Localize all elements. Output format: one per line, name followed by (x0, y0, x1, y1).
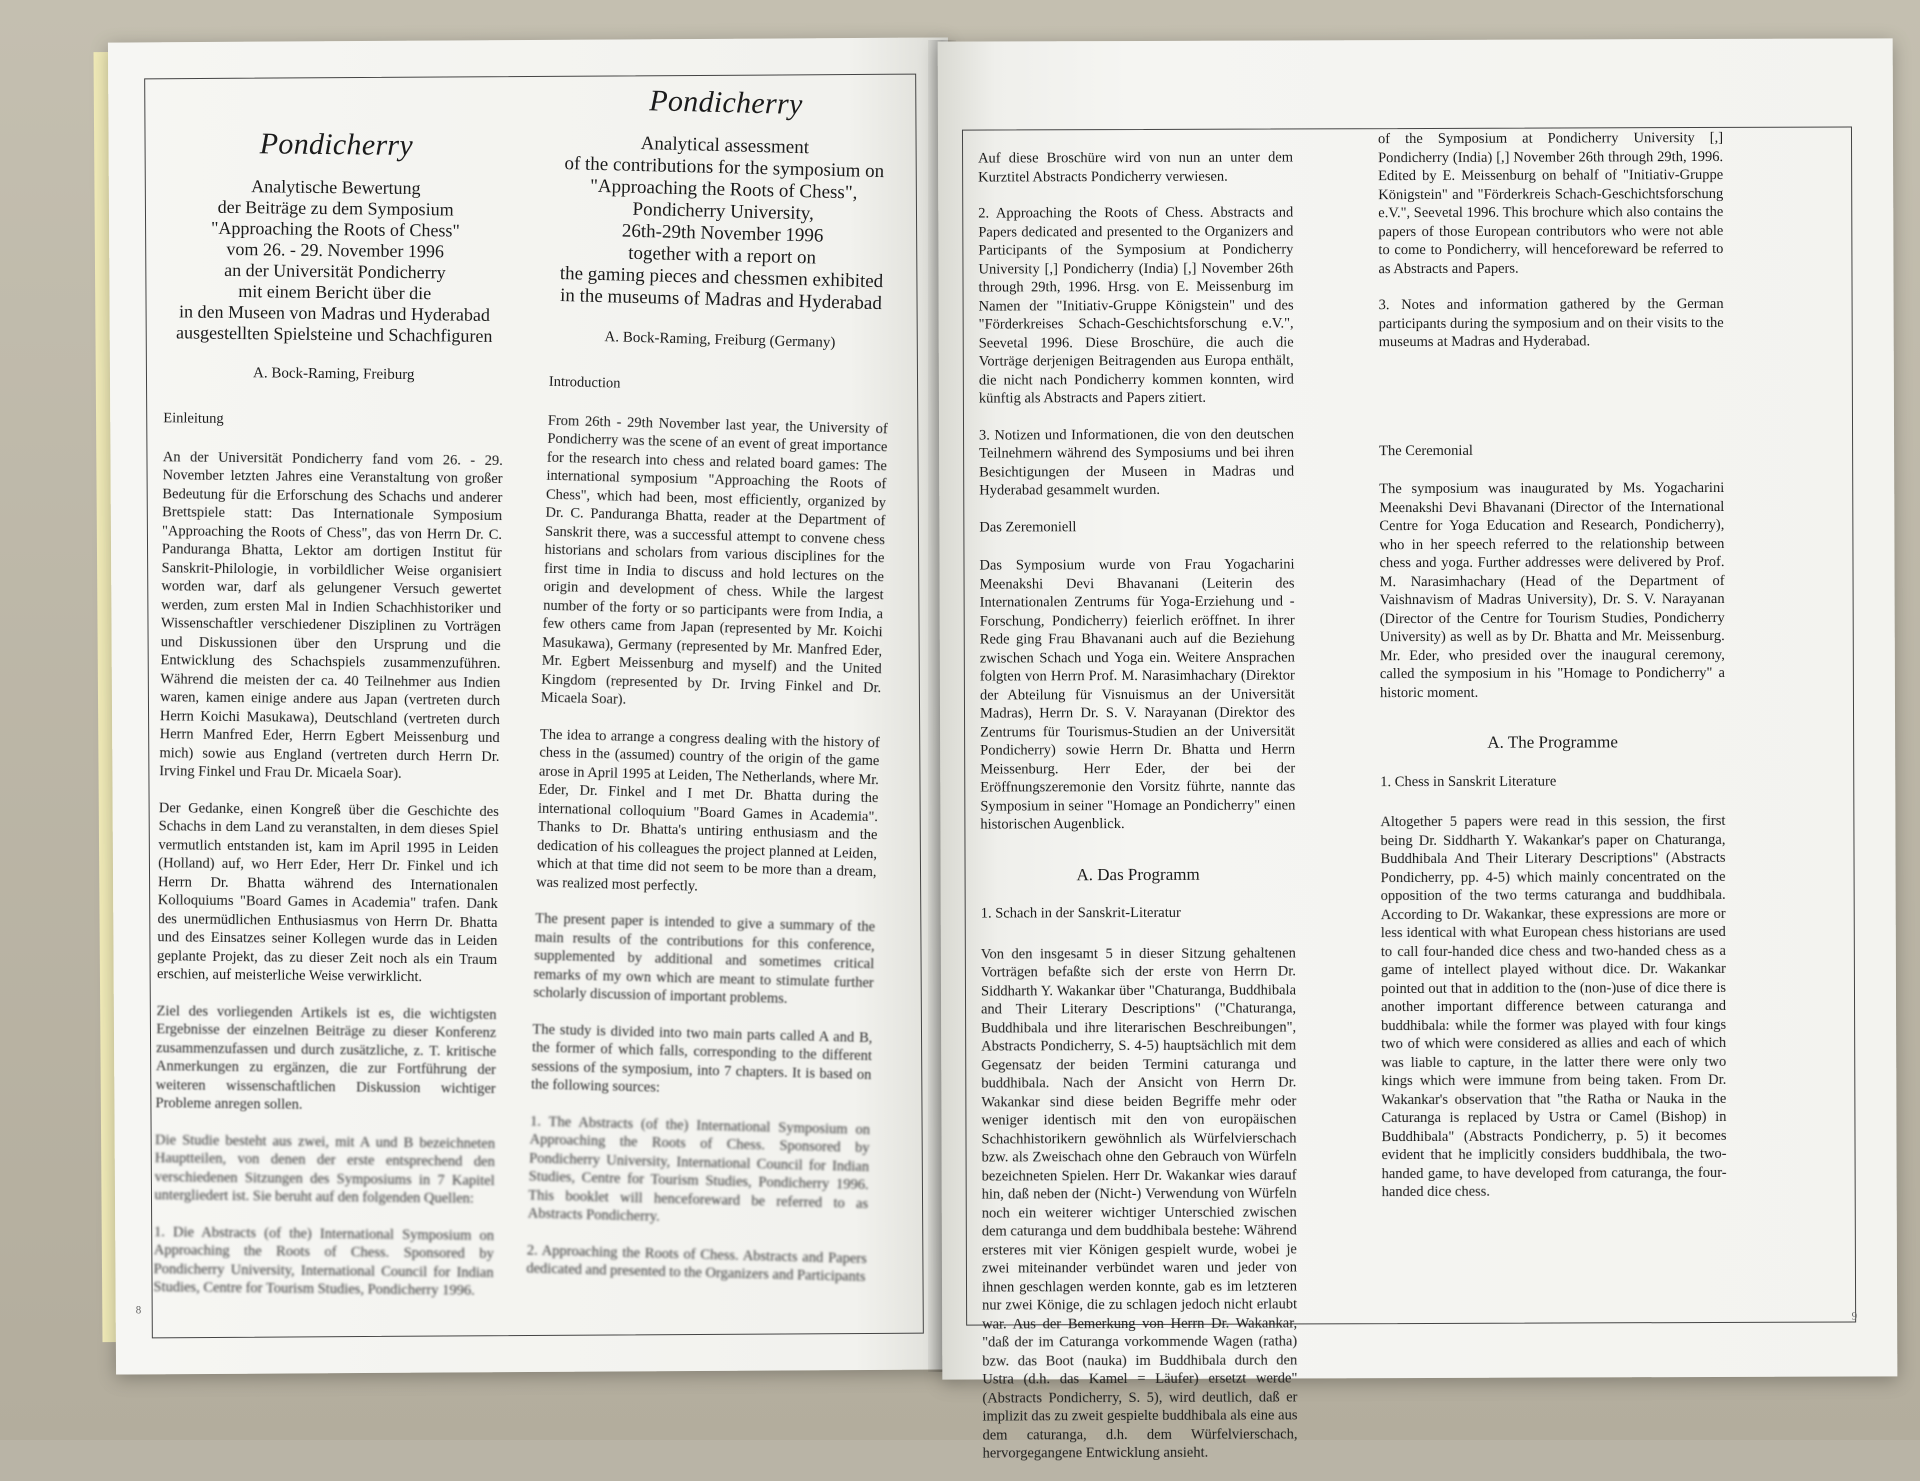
de-paragraph: Die Studie besteht aus zwei, mit A und B bezeichneten Hauptteilen, von denen der erste entsprechend den verschiedenen Sitzungen des Symposiums in 7 Kapitel untergliedert ist. Sie beruht auf den folgenden Quellen: (154, 1131, 496, 1207)
page-number-left: 8 (135, 1304, 142, 1317)
english-column-left (526, 84, 896, 1305)
en-paragraph: 3. Notes and information gathered by the German participants during the symposium and on their visits to the museums at Madras and Hyderabad. (1378, 295, 1724, 351)
en-programme-heading: A. The Programme (1487, 732, 1618, 752)
de-title: Pondicherry (259, 127, 414, 163)
right-page (938, 38, 1898, 1462)
de-programme-text: Von den insgesamt 5 in dieser Sitzung gehaltenen Vorträgen befaßte sich der erste von Herrn Dr. Siddharth Y. Wakankar über "Chaturanga, Buddhibala and Their Literary Descriptions" ("Chaturanga, Buddhibala und ihre literarischen Beschreibungen", Abstracts Pondicherry, S. 4-5) hauptsächlich mit dem Gegensatz der beiden Termini caturanga und buddhibala. Nach der Ansicht von Herrn Dr. Wakankar sind diese beiden Begriffe mehr oder weniger identisch mit den von europäischen Schachhistorikern gewöhnlich als Würfelvierschach bzw. als Zweischach ohne den Gebrauch von Würfeln bezeichneten Spielen. Herr Dr. Wakankar wies darauf hin, daß neben der (Nicht-) Verwendung von Würfeln noch ein weiterer wichtiger Unterschied zwischen dem caturanga und dem buddhibala bestehe: Während ersteres mit vier Königen gespielt wurde, wobei je zwei miteinander verbündet waren und jeder von ihnen geschlagen werden konnte, gab es im letzteren nur zwei Könige, die zu schlagen jedoch nicht erlaubt war. Aus der Bemerkung von Herrn Dr. Wakankar, "daß der im Caturanga vorkommende Wagen (ratha) bzw. das Boot (nauka) im Buddhibala durch den Ustra (d.h. das Kamel = Läufer) ersetzt werde" (Abstracts Pondicherry, S. 5), wird deutlich, daß er implizit das zu zweit gespielte buddhibala als eine aus dem caturanga, d.h. dem Würfelvierschach, hervorgegangene Entwicklung ansieht. (980, 944, 1298, 1462)
left-page (108, 37, 956, 1374)
page-number-right: 9 (1851, 1310, 1858, 1323)
german-column-right (978, 148, 1298, 1481)
en-ceremony-heading: The Ceremonial (1379, 442, 1473, 459)
de-programme-heading: A. Das Programm (1076, 864, 1200, 884)
de-paragraph: Der Gedanke, einen Kongreß über die Geschichte des Schachs in dem Land zu veranstalten, in dem dieses Spiel vermutlich entstanden ist, kam im April 1995 in Leiden (Holland) auf, wo Herr Eder, Herr Dr. Finkel und ich Herrn Dr. Bhatta während des Internationalen Kolloquiums "Board Games in Academia" trafen. Dank des unermüdlichen Enthusiasmus von Herrn Dr. Bhatta und des Einsatzes seiner Kollegen wurde das in Leiden geplante Projekt, das zu dieser Zeit noch als ein Traum erschien, auf meisterliche Weise verwirklicht. (156, 799, 499, 986)
german-column-left (153, 127, 506, 1318)
de-paragraph: Ziel des vorliegenden Artikels ist es, die wichtigsten Ergebnisse der einzelnen Beiträge zu dieser Konferenz zusammenzufassen und durch zusätzliche, z. T. kritische Anmerkungen zu ergänzen, die zur Fortführung der weiteren wissenschaftlichen Diskussion wichtiger Probleme anregen sollen. (155, 1002, 497, 1113)
en-ceremony-text: The symposium was inaugurated by Ms. Yogacharini Meenakshi Devi Bhavanani (Director of the International Centre for Yoga Education and Research, Pondicherry), who in her speech referred to the relationship between chess and yoga. Further addresses were delivered by Prof. M. Narasimhachary (Head of the Department of Vaishnavism of Madras University), Dr. S. V. Narayanan (Director of the Centre for Tourism Studies, Pondicherry University) as well as by Dr. Bhatta and Mr. Meissenburg. Mr. Eder, who presided over the inaugural ceremony, called the symposium in his "Homage to Pondicherry" a historic moment. (1379, 479, 1725, 701)
de-paragraph: Auf diese Broschüre wird von nun an unter dem Kurztitel Abstracts Pondicherry verwiesen. (978, 149, 1294, 186)
de-author: A. Bock-Raming, Freiburg (253, 364, 415, 383)
de-subheading: 1. Schach in der Sanskrit-Literatur (980, 904, 1181, 922)
en-paragraph: 2. Approaching the Roots of Chess. Abstracts and Papers dedicated and presented to the Organizers and Participants (526, 1241, 867, 1286)
en-subheading: 1. Chess in Sanskrit Literature (1380, 773, 1557, 790)
en-paragraph: of the Symposium at Pondicherry University [,] Pondicherry (India) [,] November 26th through 29th, 1996. Edited by E. Meissenburg on behalf of "Initiativ-Gruppe Königstein" and "Förderkreis Schach-Geschichtsforschung e.V.", Seevetal 1996. This brochure which also contains the papers of those European contributors who were not able to come to Pondicherry, will henceforeward be referred to as Abstracts and Papers. (1377, 129, 1724, 277)
de-paragraph: 1. Die Abstracts (of the) International Symposium on Approaching the Roots of Chess. Sponsored by Pondicherry University, International Council for Indian Studies, Centre for Tourism Studies, Pondicherry 1996. (153, 1223, 495, 1299)
en-title: Pondicherry (648, 84, 803, 122)
en-paragraph: 1. The Abstracts (of the) International Symposium on Approaching the Roots of Chess. Sponsored by Pondicherry University, International Council for Indian Studies, Centre for Tourism Studies, Pondicherry 1996. This booklet will henceforeward be referred to as Abstracts Pondicherry. (527, 1113, 871, 1225)
en-paragraph: From 26th - 29th November last year, the University of Pondicherry was the scene of an event of great importance for the research into chess and related board games: The international symposium "Approaching the Roots of Chess", which had been, most efficiently, organized by Dr. C. Panduranga Bhatta, reader at the Department of Sanskrit there, was a successful attempt to convene chess historians and scholars from various disciplines for the first time in India to discuss and hold lectures on the origin and development of chess. While the largest number of the forty or so participants were from India, a few others came from Japan (represented by Mr. Koichi Masukawa), Germany (represented by Mr. Manfred Eder, Mr. Egbert Meissenburg and myself) and the United Kingdom (represented by Dr. Irving Finkel and Dr. Micaela Soar). (540, 412, 888, 708)
en-paragraph: The study is divided into two main parts called A and B, the former of which falls, corresponding to the different sessions of the symposium, into 7 chapters. It is based on the following sources: (530, 1021, 873, 1096)
de-ceremony-text: Das Symposium wurde von Frau Yogacharini Meenakshi Devi Bhavanani (Leiterin des Internationalen Zentrums für Yoga-Erziehung und -Forschung, Pondicherry) feierlich eröffnet. In ihrer Rede ging Frau Bhavanani auch auf die Beziehung zwischen Schach und Yoga ein. Weitere Ansprachen folgten von Herrn Prof. M. Narasimhachary (Direktor der Abteilung für Visnuismus an der Universität Madras), Herrn Dr. S. V. Narayanan (Direktor des Zentrums für Tourismus-Studien an der Universität Pondicherry) sowie Herrn Dr. Bhatta und Herrn Meissenburg. Herr Eder, der bei der Eröffnungszeremonie den Vorsitz führte, nannte das Symposium in seiner "Homage an Pondicherry" einen historischen Augenblick. (979, 556, 1296, 833)
en-paragraph: The present paper is intended to give a summary of the main results of the contributions for this conference, supplemented by additional and sometimes critical remarks of my own which are meant to stimulate further scholarly discussion of important problems. (533, 910, 876, 1007)
english-column-right (1378, 129, 1727, 1220)
en-section-heading: Introduction (548, 373, 621, 392)
de-paragraph: 3. Notizen und Informationen, die von den deutschen Teilnehmern während des Symposiums und bei ihren Besichtigungen der Museen in Madras und Hyderabad gesammelt wurden. (979, 425, 1295, 499)
en-author: A. Bock-Raming, Freiburg (Germany) (604, 328, 836, 351)
en-programme-text: Altogether 5 papers were read in this session, the first being Dr. Siddharth Y. Wakankar's paper on Chaturanga, Buddhibala And Their Literary Descriptions" (Abstracts Pondicherry, pp. 4-5) which mainly concentrated on the opposition of the two terms caturanga and buddhibala. According to Dr. Wakankar, these expressions are more or less identical with what European chess historians are used to call four-handed dice chess and two-handed chess as a game of intellect played without dice. Dr. Wakankar pointed out that in addition to the (non-)use of dice there is another important difference between caturanga and buddhibala: while the former was played with four kings two of which were considered as allies and each of which was liable to capture, in the latter there were only two kings which were immune from being taken. From Dr. Wakankar's observation that "the Ratha or Nauka in the Caturanga is replaced by Ustra or Camel (Bishop) in Buddhibala" (Abstracts Pondicherry, p. 5) it becomes evident that he implicitly considers buddhibala, the two-handed game, to have developed from caturanga, the four-handed dice chess. (1380, 812, 1727, 1201)
de-ceremony-heading: Das Zeremoniell (979, 518, 1077, 536)
de-section-heading: Einleitung (163, 410, 224, 427)
de-paragraph: 2. Approaching the Roots of Chess. Abstracts and Papers dedicated and presented to the Organizers and Participants of the Symposium at Pondicherry University [,] Pondicherry (India) [,] November 26th through 29th, 1996. Hrsg. von E. Meissenburg im Namen der "Initiativ-Gruppe Königstein" und des "Förderkreises Schach-Geschichtsforschung e.V.", Seevetal 1996. Diese Broschüre, die auch die Vorträge derjenigen Beitragenden aus Europa enthält, die nicht nach Pondicherry kommen konnten, wird künftig als Abstracts and Papers zitiert. (978, 204, 1294, 407)
en-paragraph: The idea to arrange a congress dealing with the history of chess in the (assumed) country of the origin of the game arose in April 1995 at Leiden, The Netherlands, where Mr. Eder, Dr. Finkel and I met Dr. Bhatta during the international colloquium "Board Games in Academia". Thanks to Dr. Bhatta's untiring enthusiasm and the dedication of his colleagues the project planned at Leiden, which at that time did not seem to be more than a dream, was realized most perfectly. (535, 726, 881, 895)
de-paragraph: An der Universität Pondicherry fand vom 26. - 29. November letzten Jahres eine Veranstaltung von großer Bedeutung für die Erforschung des Schachs und anderer Brettspiele statt: Das Internationale Symposium "Approaching the Roots of Chess", das von Herrn Dr. C. Panduranga Bhatta, Lektor am dortigen Institut für Sanskrit-Philologie, in vorbildlicher Weise organisiert worden war, darf als gelungener Versuch gewertet werden, zum ersten Mal in Indien Schachhistoriker und Wissenschaftler verschiedener Disziplinen zu Vorträgen und Diskussionen über den Ursprung und die Entwicklung des Schachspiels zusammenzuführen. Während die meisten der ca. 40 Teilnehmer aus Indien waren, kamen einige andere aus Japan (vertreten durch Herrn Koichi Masukawa), Deutschland (vertreten durch Herrn Manfred Eder, Herrn Egbert Meissenburg und mich) sowie aus England (vertreten durch Herrn Dr. Irving Finkel und Frau Dr. Micaela Soar). (159, 448, 503, 782)
en-subtitle: Analytical assessment of the contributions for the symposium on "Approaching the Roots of Chess", Pondicherry University, 26th-29th November 1996 together with a report on the gaming pieces and chessmen exhibited in the museums of Madras and Hyderabad (559, 132, 885, 314)
de-subtitle: Analytische Bewertung der Beiträge zu dem Symposium "Approaching the Roots of Chess" vom 26. - 29. November 1996 an der Universität Pondicherry mit einem Bericht über die in den Museen von Madras und Hyderabad ausgestellten Spielsteine und Schachfiguren (175, 175, 493, 346)
